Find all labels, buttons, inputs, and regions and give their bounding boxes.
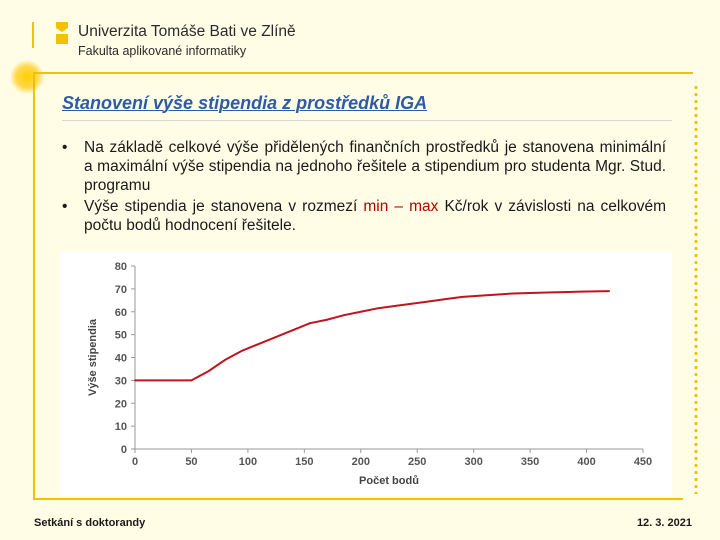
data-point (309, 322, 311, 324)
y-tick-label: 50 (114, 329, 127, 342)
data-point (275, 336, 277, 338)
slide-border-bottom (33, 498, 683, 500)
x-tick-label: 400 (577, 456, 596, 468)
data-point (394, 305, 396, 307)
y-tick-label: 60 (114, 306, 127, 319)
data-point (428, 301, 430, 303)
y-tick-label: 80 (114, 261, 127, 273)
x-tick-label: 100 (238, 456, 258, 468)
data-point (207, 370, 209, 372)
data-point (461, 296, 463, 298)
bullet-list (62, 138, 666, 237)
bullet-text: Na základě celkové výše přidělených finančních prostředků je stanovena minimální a maximální výše stipendia na jednoho řešitele a stipendium pro studenta Mgr. Stud. programu (84, 139, 666, 194)
title-divider (62, 120, 672, 121)
scholarship-chart (60, 252, 672, 496)
data-point (445, 298, 447, 300)
x-tick-label: 50 (185, 456, 198, 468)
header-accent-bar (32, 22, 34, 48)
data-point (495, 294, 497, 296)
y-tick-label: 0 (120, 444, 127, 456)
data-point (608, 290, 610, 292)
series-line (135, 291, 609, 380)
corner-decoration (10, 60, 44, 94)
data-point (563, 291, 565, 293)
data-point (326, 319, 328, 321)
slide-title: Stanovení výše stipendia z prostředků IGA (62, 93, 428, 113)
x-axis-label: Počet bodů (359, 475, 419, 487)
footer-event: Setkání s doktorandy (34, 517, 146, 529)
data-point (224, 359, 226, 361)
y-tick-label: 70 (114, 283, 127, 296)
x-tick-label: 350 (520, 456, 540, 468)
data-point (343, 314, 345, 316)
data-point (191, 379, 193, 381)
data-point (546, 292, 548, 294)
chart-svg (60, 252, 672, 496)
y-tick-label: 10 (114, 421, 127, 434)
slide-border-left (33, 72, 35, 500)
data-point (258, 343, 260, 345)
data-point (134, 379, 136, 381)
bullet-item (62, 197, 666, 235)
data-point (529, 292, 531, 294)
bullet-text-pre: Výše stipendia je stanovena v rozmezí (84, 198, 364, 215)
y-tick-label: 30 (114, 375, 127, 388)
data-point (512, 293, 514, 295)
data-point (478, 295, 480, 297)
x-tick-label: 450 (633, 456, 653, 468)
x-tick-label: 200 (351, 456, 370, 468)
x-tick-label: 300 (464, 456, 483, 468)
dotted-border-right (694, 84, 698, 494)
data-point (377, 307, 379, 309)
x-tick-label: 250 (408, 456, 427, 468)
data-point (360, 311, 362, 313)
x-tick-label: 0 (131, 456, 139, 468)
faculty-name: Fakulta aplikované informatiky (78, 44, 247, 58)
data-point (411, 303, 413, 305)
x-tick-label: 150 (295, 456, 314, 468)
y-tick-label: 20 (114, 398, 127, 411)
bullet-item (62, 138, 666, 195)
data-point (241, 350, 243, 352)
university-logo-icon (56, 22, 68, 44)
slide-border-top (33, 72, 693, 74)
data-point (580, 291, 582, 293)
data-point (292, 329, 294, 331)
y-axis-label: Výše stipendia (87, 318, 99, 397)
min-max-highlight: min – max (363, 198, 439, 215)
university-name: Univerzita Tomáše Bati ve Zlíně (78, 23, 296, 40)
bullet-text-post: Kč/rok v závislosti na celkovém počtu bodů hodnocení řešitele. (84, 198, 666, 234)
footer-date: 12. 3. 2021 (636, 517, 692, 529)
y-tick-label: 40 (114, 352, 127, 365)
